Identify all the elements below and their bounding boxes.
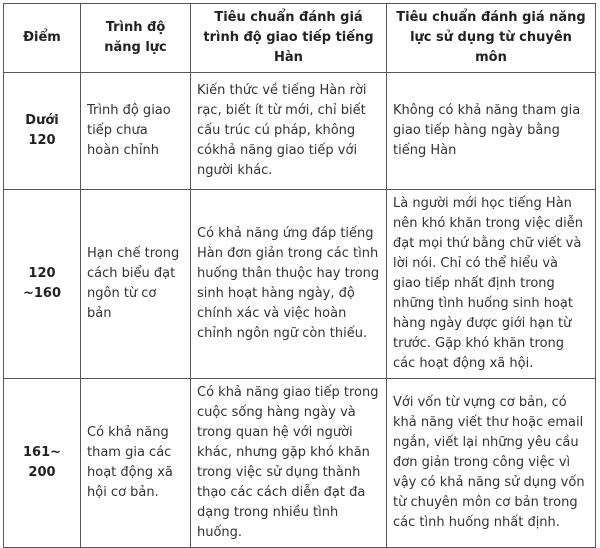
header-level: Trình độ năng lực xyxy=(81,4,191,73)
table-row xyxy=(4,379,596,548)
comm-criteria-cell: Có khả năng giao tiếp trong cuộc sống hàng ngày và trong quan hệ với người khác, nhưng gặp khó khăn trong việc sử dụng thành thạo các cách diễn đạt đa dạng trong nhiều tình huống. xyxy=(191,379,387,548)
header-row xyxy=(4,4,596,73)
comm-criteria-cell: Kiến thức về tiếng Hàn rời rạc, biết ít từ mới, chỉ biết cấu trúc cú pháp, không cókhả năng giao tiếp với người khác. xyxy=(191,73,387,190)
score-cell: Dưới 120 xyxy=(4,73,81,190)
table-row xyxy=(4,73,596,190)
level-cell: Hạn chế trong cách biểu đạt ngôn từ cơ bản xyxy=(81,190,191,379)
header-score: Điểm xyxy=(4,4,81,73)
level-cell: Trình độ giao tiếp chưa hoàn chỉnh xyxy=(81,73,191,190)
header-comm-criteria: Tiêu chuẩn đánh giá trình độ giao tiếp tiếng Hàn xyxy=(191,4,387,73)
proficiency-table xyxy=(3,3,596,548)
comm-criteria-cell: Có khả năng ứng đáp tiếng Hàn đơn giản trong các tình huống thân thuộc hay trong sinh hoạt hàng ngày, độ chính xác và việc hoàn chỉnh ngôn ngữ còn thiếu. xyxy=(191,190,387,379)
table-row xyxy=(4,190,596,379)
prof-criteria-cell: Là người mới học tiếng Hàn nên khó khăn trong việc diễn đạt mọi thứ bằng chữ viết và lời nói. Chỉ có thể hiểu và giao tiếp nhất định trong những tình huống sinh hoạt hàng ngày được giới hạn từ trước. Gặp khó khăn trong các hoạt động xã hội. xyxy=(387,190,596,379)
level-cell: Có khả năng tham gia các hoạt động xã hội cơ bản. xyxy=(81,379,191,548)
prof-criteria-cell: Với vốn từ vựng cơ bản, có khả năng viết thư hoặc email ngắn, viết lại những yêu cầu đơn giản trong công việc vì vậy có khả năng sử dụng vốn từ chuyên môn cơ bản trong các tình huống nhất định. xyxy=(387,379,596,548)
score-cell: 120 ~160 xyxy=(4,190,81,379)
header-prof-criteria: Tiêu chuẩn đánh giá năng lực sử dụng từ chuyên môn xyxy=(387,4,596,73)
score-cell: 161~ 200 xyxy=(4,379,81,548)
prof-criteria-cell: Không có khả năng tham gia giao tiếp hàng ngày bằng tiếng Hàn xyxy=(387,73,596,190)
